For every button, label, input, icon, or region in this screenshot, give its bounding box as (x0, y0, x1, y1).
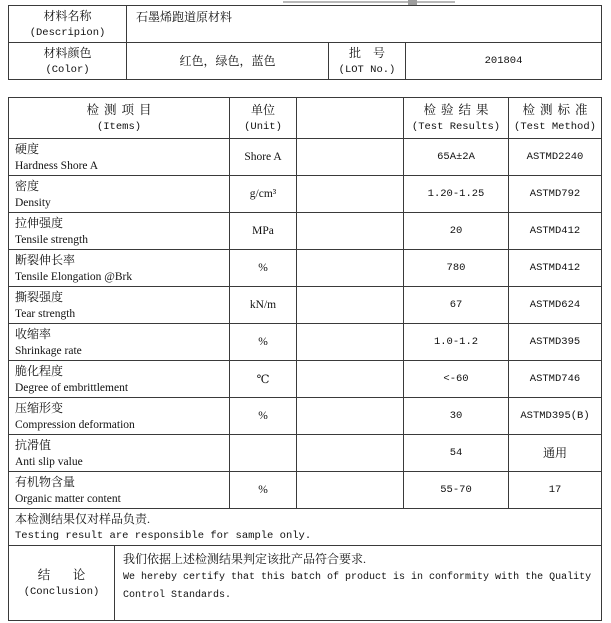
material-color-label-en: (Color) (45, 63, 90, 76)
disclaimer-row (9, 508, 601, 545)
item-cell (9, 472, 229, 508)
unit-value: MPa (229, 213, 296, 249)
item-cell (9, 139, 229, 175)
column-header-items-cn: 检测项目 (86, 103, 157, 117)
column-header-unit-en: (Unit) (244, 120, 282, 133)
conclusion-label (9, 546, 114, 620)
item-name-en: Tensile Elongation @Brk (15, 270, 133, 283)
material-name-value: 石墨烯跑道原材料 (136, 10, 233, 24)
material-name-row (9, 6, 601, 42)
item-name-cn: 断裂伸长率 (15, 252, 76, 267)
material-color-value-cell (126, 43, 328, 79)
disclaimer-en: Testing result are responsible for sample only. (15, 529, 312, 542)
column-header-results-cn: 检验结果 (423, 103, 494, 117)
column-header-items (9, 98, 229, 138)
item-name-cn: 撕裂强度 (15, 289, 64, 304)
unit-value: % (229, 398, 296, 434)
material-color-label-cn: 材料颜色 (43, 45, 92, 60)
result-value: 67 (403, 287, 508, 323)
item-cell (9, 398, 229, 434)
item-cell (9, 250, 229, 286)
result-value: 1.0-1.2 (403, 324, 508, 360)
result-value: 30 (403, 398, 508, 434)
method-value: ASTMD412 (508, 213, 601, 249)
blank-cell (296, 139, 403, 175)
item-name-cn: 硬度 (15, 141, 40, 156)
item-name-en: Anti slip value (15, 455, 83, 468)
column-header-method-cn: 检测标准 (522, 103, 593, 117)
column-header-method-en: (Test Method) (514, 121, 596, 133)
column-header-results (403, 98, 508, 138)
method-value: ASTMD395(B) (508, 398, 601, 434)
conclusion-text-cell (114, 546, 601, 620)
item-cell (9, 213, 229, 249)
item-cell (9, 324, 229, 360)
table-row-organic-content (9, 471, 601, 508)
column-header-unit-cn: 单位 (250, 102, 275, 117)
unit-value: % (229, 472, 296, 508)
disclaimer-cn: 本检测结果仅对样品负责. (15, 511, 151, 526)
conclusion-text-cn: 我们依据上述检测结果判定该批产品符合要求. (123, 552, 367, 566)
result-value: 54 (403, 435, 508, 471)
unit-value: Shore A (229, 139, 296, 175)
item-cell (9, 435, 229, 471)
method-value: ASTMD412 (508, 250, 601, 286)
material-name-label (9, 6, 126, 42)
result-value: 20 (403, 213, 508, 249)
material-name-value-cell (126, 6, 601, 42)
table-row-shrinkage (9, 323, 601, 360)
item-name-cn: 脆化程度 (15, 363, 64, 378)
scan-artifact-line (283, 1, 455, 3)
method-value: ASTMD746 (508, 361, 601, 397)
column-header-unit (229, 98, 296, 138)
column-header-results-en: (Test Results) (411, 121, 501, 133)
item-name-cn: 密度 (15, 178, 40, 193)
item-name-cn: 收缩率 (15, 326, 52, 341)
blank-cell (296, 287, 403, 323)
blank-cell (296, 398, 403, 434)
table-row-hardness (9, 138, 601, 175)
item-name-en: Tear strength (15, 307, 76, 320)
material-color-value: 红色，绿色，蓝色 (179, 53, 276, 68)
material-color-label (9, 43, 126, 79)
result-value: 65A±2A (403, 139, 508, 175)
result-value: 780 (403, 250, 508, 286)
item-name-cn: 抗滑值 (15, 437, 52, 452)
table-row-tensile-strength (9, 212, 601, 249)
blank-cell (296, 472, 403, 508)
column-header-blank (296, 98, 403, 138)
method-value: ASTMD395 (508, 324, 601, 360)
method-value: ASTMD624 (508, 287, 601, 323)
item-name-en: Organic matter content (15, 492, 121, 505)
test-results-table (8, 97, 602, 621)
lot-number-label-cn: 批 号 (348, 45, 385, 60)
unit-value: % (229, 250, 296, 286)
result-value: 55-70 (403, 472, 508, 508)
item-name-cn: 压缩形变 (15, 400, 64, 415)
material-name-label-cn: 材料名称 (43, 8, 92, 23)
conclusion-label-cn: 结 论 (37, 568, 91, 582)
result-value: 1.20-1.25 (403, 176, 508, 212)
item-name-cn: 有机物含量 (15, 474, 76, 489)
blank-cell (296, 213, 403, 249)
lot-number-value: 201804 (484, 55, 523, 67)
unit-value: g/cm³ (229, 176, 296, 212)
disclaimer-cell (9, 509, 601, 545)
item-cell (9, 361, 229, 397)
item-name-en: Shrinkage rate (15, 344, 82, 357)
column-header-method (508, 98, 601, 138)
conclusion-row (9, 545, 601, 620)
table-row-compression (9, 397, 601, 434)
item-name-cn: 拉伸强度 (15, 215, 64, 230)
material-name-label-en: (Descripion) (29, 26, 106, 39)
table-row-embrittlement (9, 360, 601, 397)
conclusion-text-en: We hereby certify that this batch of product is in conformity with the Quality Control Standards. (123, 572, 592, 601)
blank-cell (296, 176, 403, 212)
material-color-row (9, 42, 601, 79)
table-row-anti-slip (9, 434, 601, 471)
table-row-tear-strength (9, 286, 601, 323)
method-value: ASTMD792 (508, 176, 601, 212)
item-cell (9, 176, 229, 212)
item-name-en: Tensile strength (15, 233, 88, 246)
material-info-table (8, 5, 602, 80)
method-value: 17 (508, 472, 601, 508)
blank-cell (296, 435, 403, 471)
conclusion-label-en: (Conclusion) (23, 586, 100, 598)
blank-cell (296, 250, 403, 286)
blank-cell (296, 361, 403, 397)
unit-value: kN/m (229, 287, 296, 323)
method-value: ASTMD2240 (508, 139, 601, 175)
item-name-en: Density (15, 196, 51, 209)
table-header-row (9, 98, 601, 138)
unit-value: % (229, 324, 296, 360)
lot-number-label-en: (LOT No.) (338, 63, 396, 76)
result-value: <-60 (403, 361, 508, 397)
lot-number-label (328, 43, 405, 79)
blank-cell (296, 324, 403, 360)
item-name-en: Hardness Shore A (15, 159, 99, 172)
unit-value: ℃ (229, 361, 296, 397)
item-name-en: Compression deformation (15, 418, 135, 431)
unit-value (229, 435, 296, 471)
column-header-items-en: (Items) (96, 121, 142, 133)
table-row-elongation (9, 249, 601, 286)
lot-number-value-cell (405, 43, 601, 79)
item-name-en: Degree of embrittlement (15, 381, 129, 394)
table-row-density (9, 175, 601, 212)
item-cell (9, 287, 229, 323)
method-value: 通用 (508, 435, 601, 471)
